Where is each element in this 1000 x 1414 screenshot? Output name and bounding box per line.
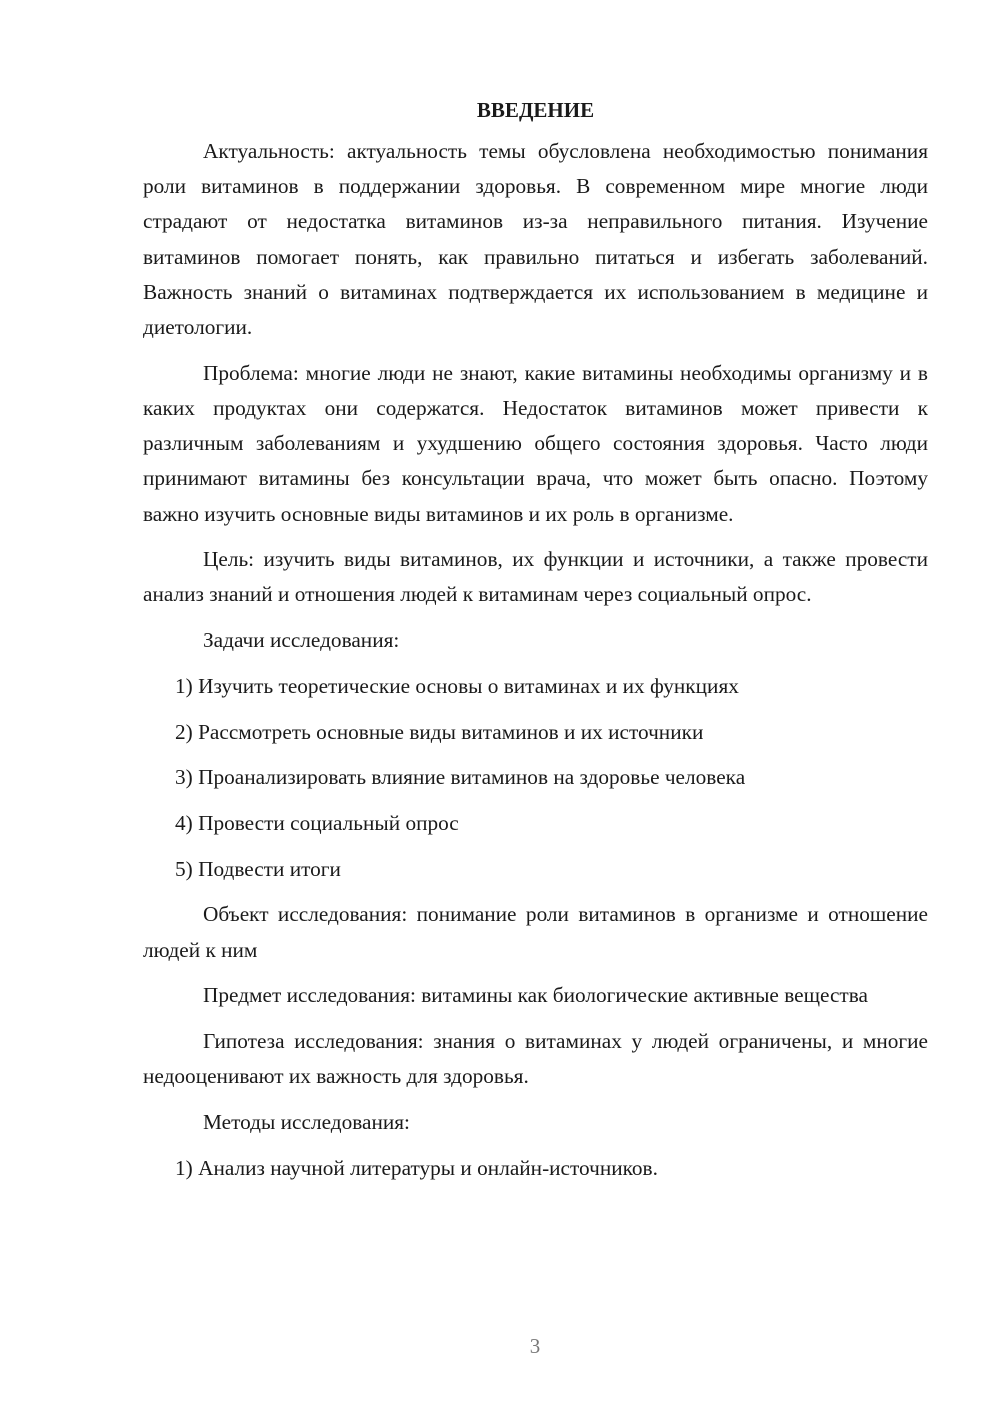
hypothesis-paragraph: Гипотеза исследования: знания о витаминах у людей ограничены, и многие недооценивают их важность для здоровья. — [143, 1028, 928, 1089]
list-item: 1) Анализ научной литературы и онлайн-источников. — [175, 1155, 658, 1180]
tasks-list — [143, 669, 928, 887]
object-paragraph: Объект исследования: понимание роли витаминов в организме и отношение людей к ним — [143, 902, 928, 962]
list-item: 1) Изучить теоретические основы о витаминах и их функциях — [175, 673, 739, 698]
goal-paragraph: Цель: изучить виды витаминов, их функции и источники, а также провести анализ знаний и отношения людей к витаминам через социальный опрос. — [143, 547, 928, 607]
list-item: 2) Рассмотреть основные виды витаминов и их источники — [175, 719, 704, 744]
tasks-heading: Задачи исследования: — [203, 628, 400, 653]
list-item: 5) Подвести итоги — [175, 856, 341, 881]
methods-heading: Методы исследования: — [203, 1109, 410, 1134]
section-title: ВВЕДЕНИЕ — [476, 98, 595, 122]
document-page — [143, 92, 928, 1196]
subject-paragraph: Предмет исследования: витамины как биологические активные вещества — [203, 983, 868, 1008]
problem-paragraph: Проблема: многие люди не знают, какие витамины необходимы организму и в каких продуктах они содержатся. Недостаток витаминов может привести к различным заболеваниям и ухудшению общего состояния здоровья. Часто люди принимают витамины без консультации врача, что может быть опасно. Поэтому важно изучить основные виды витаминов и их роль в организме. — [143, 360, 928, 526]
page-number: 3 — [529, 1334, 541, 1358]
list-item: 3) Проанализировать влияние витаминов на здоровье человека — [175, 765, 746, 790]
methods-list — [143, 1151, 928, 1186]
list-item: 4) Провести социальный опрос — [175, 810, 459, 835]
relevance-paragraph: Актуальность: актуальность темы обусловлена необходимостью понимания роли витаминов в поддержании здоровья. В современном мире многие люди страдают от недостатка витаминов из-за неправильного питания. Изучение витаминов помогает понять, как правильно питаться и избегать заболеваний. Важность знаний о витаминах подтверждается их использованием в медицине и диетологии. — [143, 139, 928, 340]
